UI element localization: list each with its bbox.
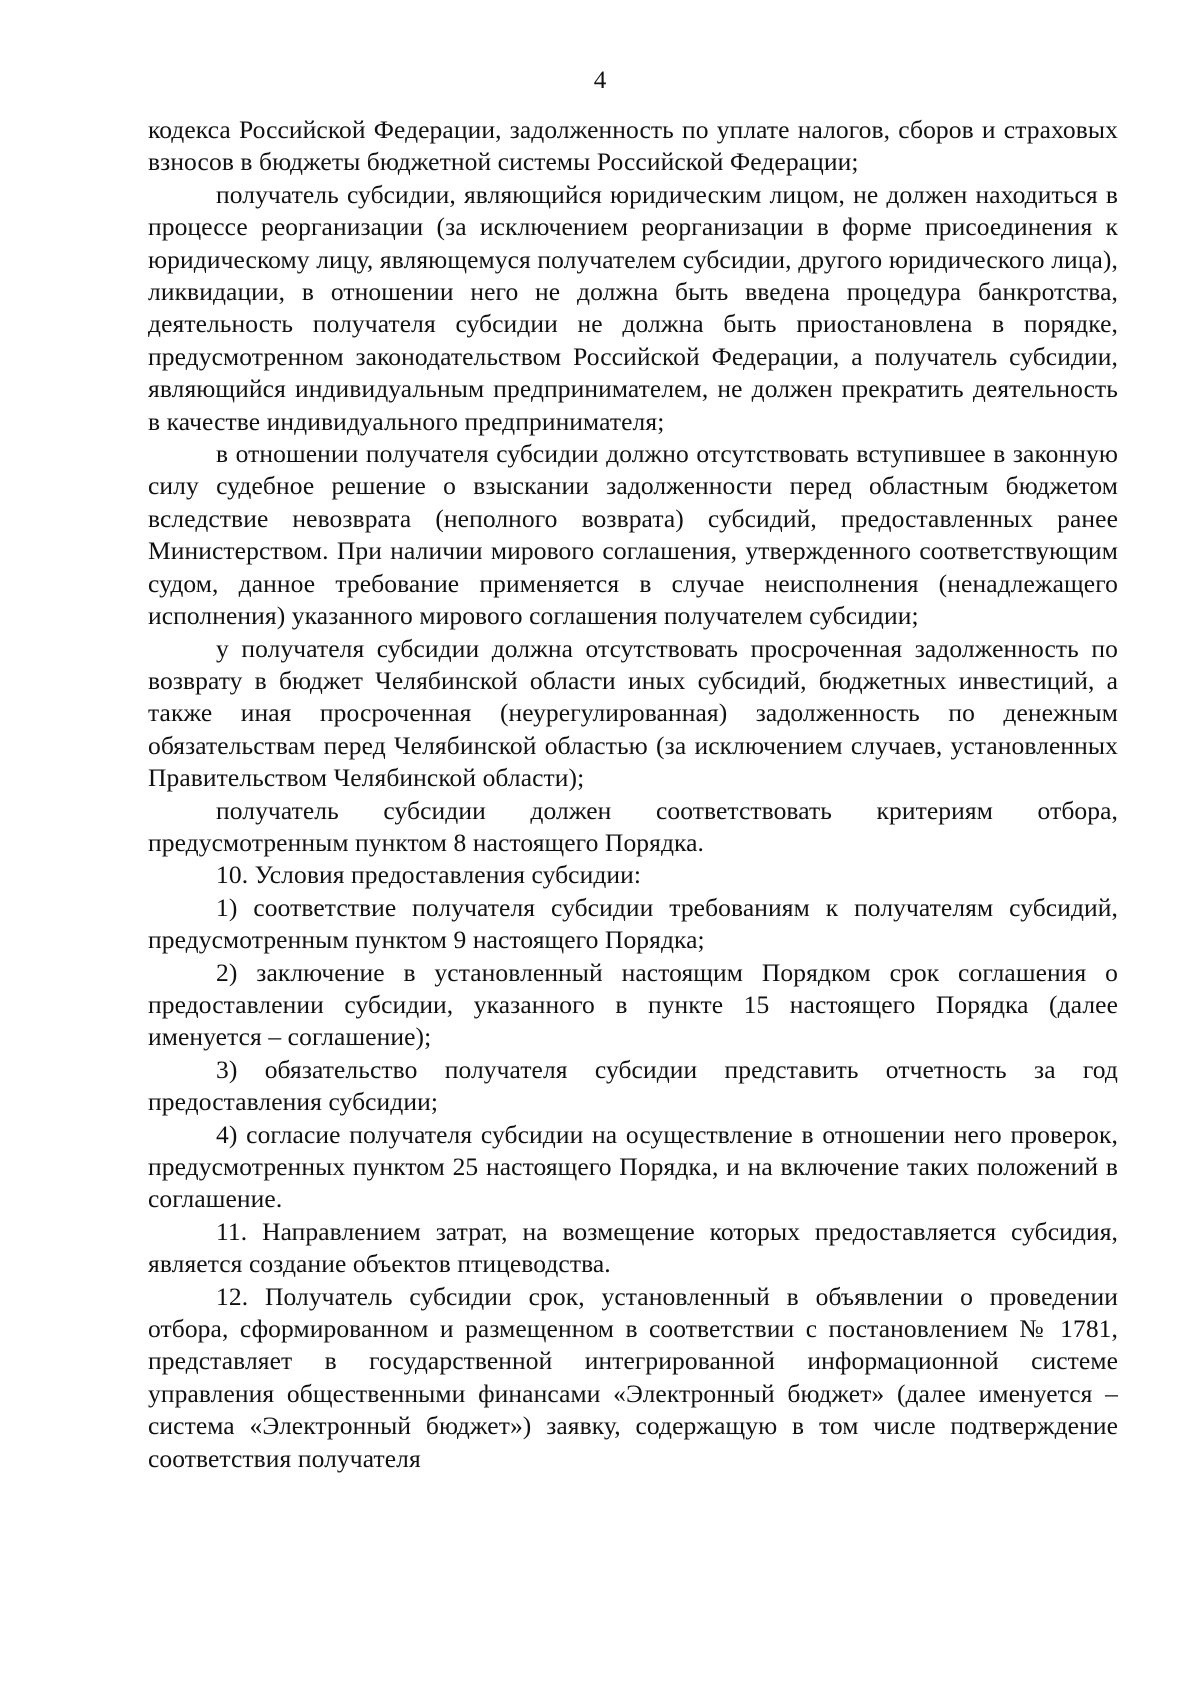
paragraph: в отношении получателя субсидии должно отсутствовать вступившее в законную силу судебное решение о взыскании задолженности перед областным бюджетом вследствие невозврата (неполного возврата) субсидий, предоставленных ранее Министерством. При наличии мирового соглашения, утвержденного соответствующим судом, данное требование применяется в случае неисполнения (ненадлежащего исполнения) указанного мирового соглашения получателем субсидии; — [148, 439, 1118, 631]
page-number: 4 — [593, 67, 607, 94]
section-heading-10: 10. Условия предоставления субсидии: — [216, 860, 642, 890]
section-12: 12. Получатель субсидии срок, установленный в объявлении о проведении отбора, сформированном и размещенном в соответствии с постановлением № 1781, представляет в государственной интегрированной информационной системе управления общественными финансами «Электронный бюджет» (далее именуется – система «Электронный бюджет») заявку, содержащую в том числе подтверждение соответствия получателя — [148, 1281, 1118, 1473]
list-item-4: 4) согласие получателя субсидии на осуществление в отношении него проверок, предусмотренных пунктом 25 настоящего Порядка, и на включение таких положений в соглашение. — [148, 1119, 1118, 1214]
paragraph: получатель субсидии должен соответствовать критериям отбора, предусмотренным пунктом 8 настоящего Порядка. — [148, 795, 1118, 857]
list-item-1: 1) соответствие получателя субсидии требованиям к получателям субсидий, предусмотренным пунктом 9 настоящего Порядка; — [148, 892, 1118, 955]
paragraph-continuation: кодекса Российской Федерации, задолженность по уплате налогов, сборов и страховых взносов в бюджеты бюджетной системы Российской Федерации; — [148, 115, 1118, 177]
list-item-3: 3) обязательство получателя субсидии представить отчетность за год предоставления субсидии; — [148, 1054, 1118, 1117]
section-11: 11. Направлением затрат, на возмещение которых предоставляется субсидия, является создание объектов птицеводства. — [148, 1216, 1118, 1279]
list-item-2: 2) заключение в установленный настоящим Порядком срок соглашения о предоставлении субсидии, указанного в пункте 15 настоящего Порядка (далее именуется – соглашение); — [148, 957, 1118, 1052]
document-body — [148, 114, 1118, 1475]
paragraph: получатель субсидии, являющийся юридическим лицом, не должен находиться в процессе реорганизации (за исключением реорганизации в форме присоединения к юридическому лицу, являющемуся получателем субсидии, другого юридического лица), ликвидации, в отношении него не должна быть введена процедура банкротства, деятельность получателя субсидии не должна быть приостановлена в порядке, предусмотренном законодательством Российской Федерации, а получатель субсидии, являющийся индивидуальным предпринимателем, не должен прекратить деятельность в качестве индивидуального предпринимателя; — [148, 179, 1118, 436]
paragraph: у получателя субсидии должна отсутствовать просроченная задолженность по возврату в бюджет Челябинской области иных субсидий, бюджетных инвестиций, а также иная просроченная (неурегулированная) задолженность по денежным обязательствам перед Челябинской областью (за исключением случаев, установленных Правительством Челябинской области); — [148, 633, 1118, 793]
